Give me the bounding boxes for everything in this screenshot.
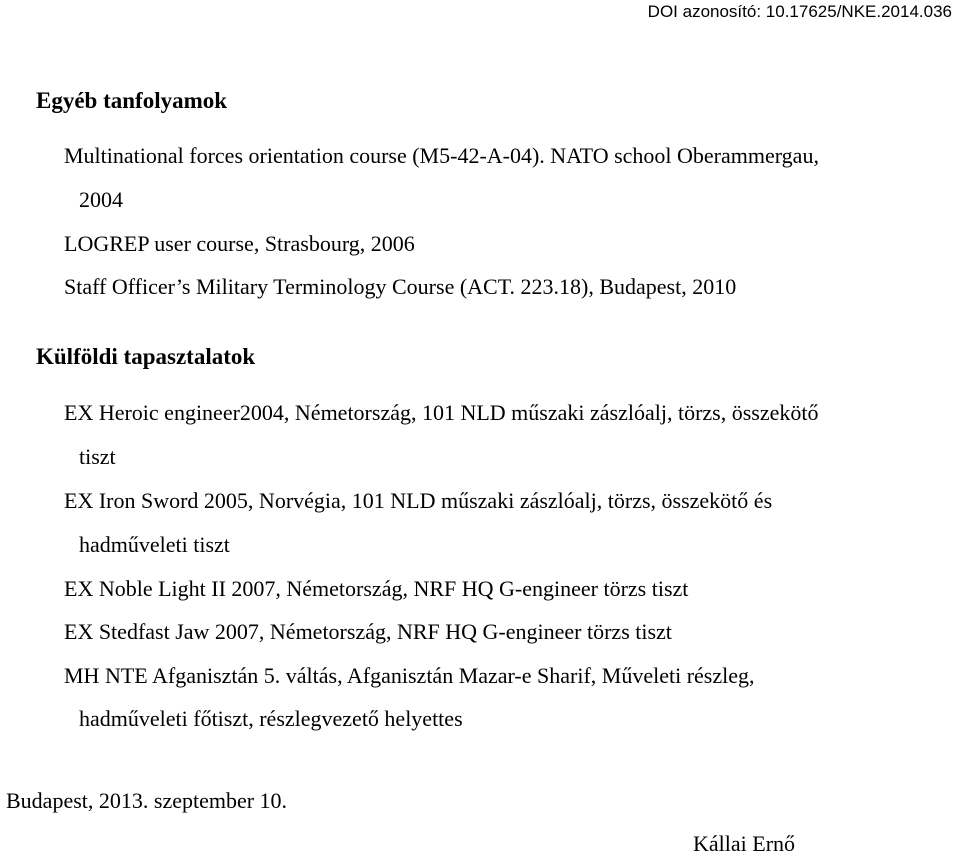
experience-item-line: hadműveleti főtiszt, részlegvezető helyettes: [79, 706, 463, 731]
experience-item-line: hadműveleti tiszt: [79, 532, 230, 557]
course-item-line: Multinational forces orientation course (M5-42-A-04). NATO school Oberammergau,: [64, 143, 819, 168]
course-item-line: 2004: [79, 187, 123, 212]
experience-item-line: EX Iron Sword 2005, Norvégia, 101 NLD műszaki zászlóalj, törzs, összekötő és: [64, 488, 773, 513]
course-item-line: Staff Officer’s Military Terminology Course (ACT. 223.18), Budapest, 2010: [64, 274, 737, 299]
experience-item-line: EX Heroic engineer2004, Németország, 101 NLD műszaki zászlóalj, törzs, összekötő: [64, 400, 819, 425]
foreign-experience-heading: Külföldi tapasztalatok: [36, 344, 256, 369]
doi-identifier: DOI azonosító: 10.17625/NKE.2014.036: [647, 2, 952, 21]
signature-name: Kállai Ernő: [693, 831, 796, 856]
experience-item-line: EX Noble Light II 2007, Németország, NRF HQ G-engineer törzs tiszt: [64, 576, 689, 601]
experience-item-line: EX Stedfast Jaw 2007, Németország, NRF HQ G-engineer törzs tiszt: [64, 619, 672, 644]
other-courses-heading: Egyéb tanfolyamok: [36, 88, 228, 113]
experience-item-line: MH NTE Afganisztán 5. váltás, Afganisztán Mazar-e Sharif, Műveleti részleg,: [64, 663, 755, 688]
experience-item-line: tiszt: [79, 444, 116, 469]
place-and-date: Budapest, 2013. szeptember 10.: [6, 788, 288, 813]
course-item-line: LOGREP user course, Strasbourg, 2006: [64, 231, 415, 256]
